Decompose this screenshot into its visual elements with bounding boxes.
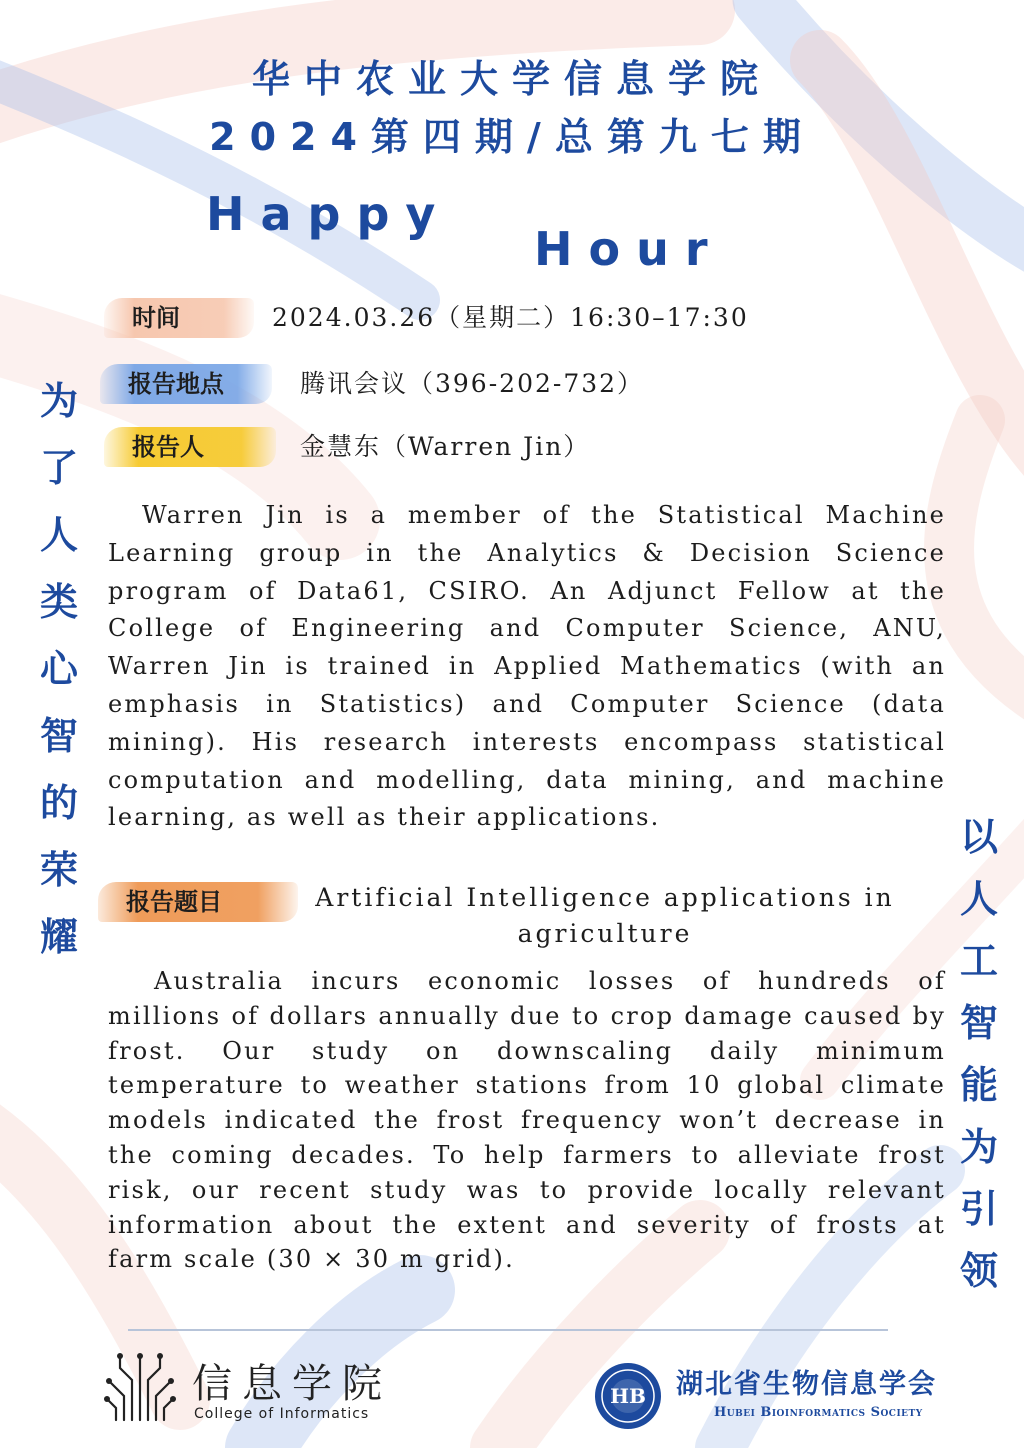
right-vertical-slogan: 以人工智能为引领 (959, 815, 998, 1293)
speaker-label: 报告人 (104, 427, 276, 467)
page-title-line2: 2024第四期/总第九七期 (209, 115, 815, 159)
page-title-line1: 华中农业大学信息学院 (251, 57, 772, 101)
left-vertical-slogan: 为了人类心智的荣耀 (39, 379, 78, 959)
society-badge-text: HB (610, 1384, 646, 1408)
hour-heading: Hour (534, 222, 724, 276)
speaker-value: 金慧东（Warren Jin） (300, 432, 591, 461)
speaker-bio: Warren Jin is a member of the Statistical Machine Learning group in the Analytics & Decision Science program of Data61, CSIRO. An Adjunct Fellow at the College of Engineering and Computer Science, ANU, Warren Jin is trained in Applied Mathematics (with an emphasis in Statistics) and Computer Science (data mining). His research interests encompass statistical computation and modelling, data mining, and machine learning, as well as their applications. (108, 501, 946, 832)
footer-divider (128, 1329, 888, 1331)
topic-label: 报告题目 (98, 882, 298, 922)
happy-heading: Happy (206, 187, 452, 241)
college-circuit-logo-icon (104, 1350, 176, 1426)
college-name-en: College of Informatics (194, 1406, 370, 1422)
venue-label: 报告地点 (100, 364, 272, 404)
topic-title: Artificial Intelligence applications in agriculture (315, 883, 895, 948)
college-name-cn: 信息学院 (192, 1361, 392, 1407)
talk-abstract: Australia incurs economic losses of hundreds of millions of dollars annually due to crop damage caused by frost. Our study on downscaling daily minimum temperature to weather stations from 10 global climate models indicated the frost frequency won’t decrease in the coming decades. To help farmers to alleviate frost risk, our recent study was to provide locally relevant information about the extent and severity of frosts at farm scale (30 × 30 m grid). (108, 967, 946, 1274)
society-name-cn: 湖北省生物信息学会 (676, 1369, 937, 1400)
society-seal-logo-icon (594, 1362, 662, 1430)
time-label: 时间 (104, 298, 254, 338)
society-name-en: Hubei Bioinformatics Society (714, 1405, 923, 1420)
time-value: 2024.03.26（星期二）16:30–17:30 (272, 303, 749, 332)
venue-value: 腾讯会议（396-202-732） (300, 369, 645, 398)
